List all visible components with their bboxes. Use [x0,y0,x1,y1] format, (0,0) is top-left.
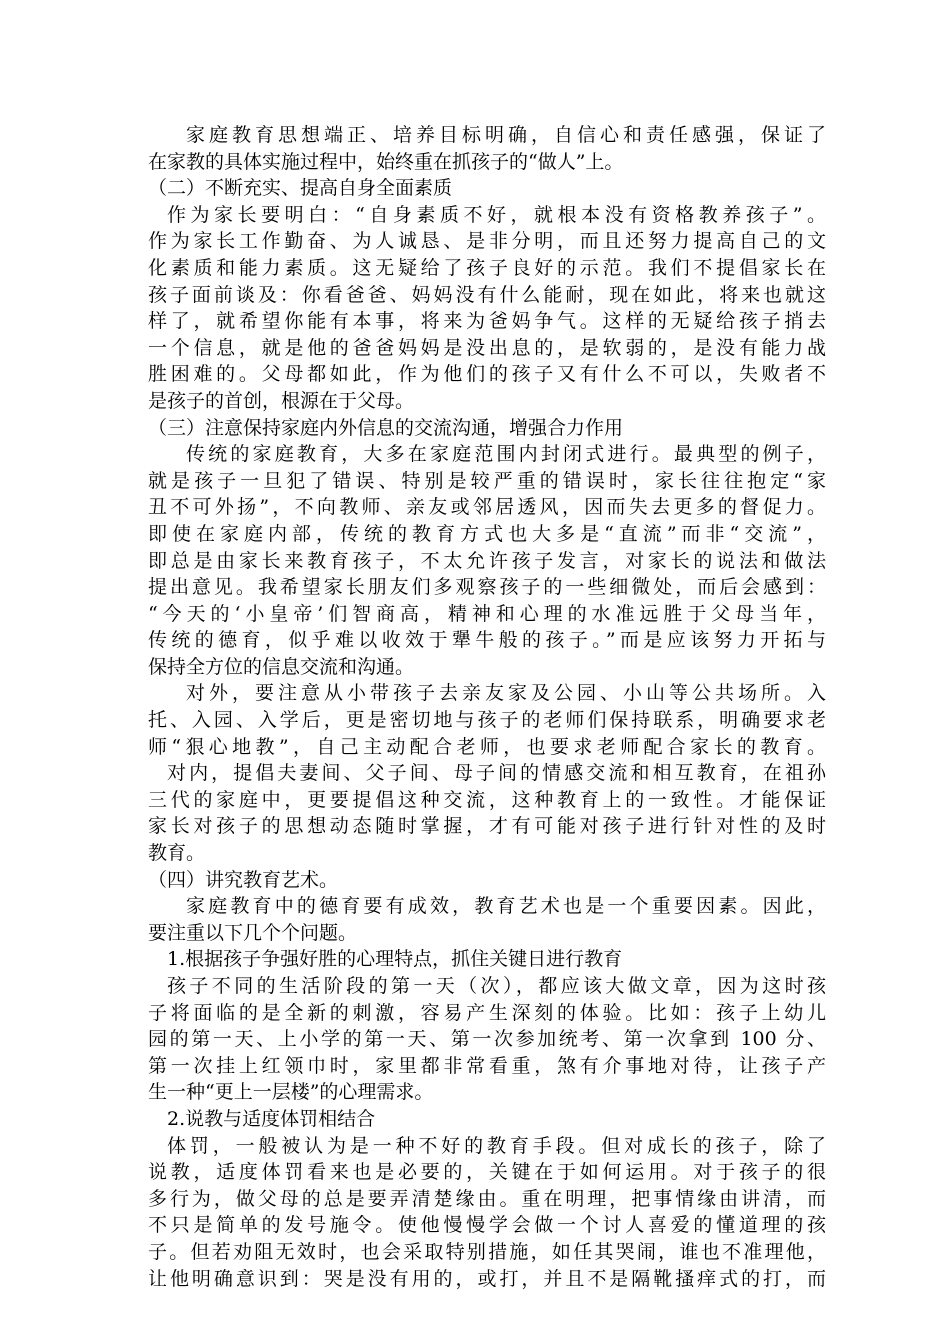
text-line: 孩子不同的生活阶段的第一天（次），都应该大做文章，因为这时孩 [167,975,826,997]
text-line: 子。但若劝阻无效时，也会采取特别措施，如任其哭闹，谁也不准理他， [148,1240,826,1263]
text-line: 对外，要注意从小带孩子去亲友家及公园、小山等公共场所。入 [186,682,826,705]
text-line: 让他明确意识到：哭是没有用的，或打，并且不是隔靴搔痒式的打，而 [148,1267,826,1290]
text-line: 生一种“更上一层楼”的心理需求。 [148,1081,434,1104]
text-line: （二）不断充实、提高自身全面素质 [148,177,453,200]
text-line: 就是孩子一旦犯了错误、特别是较严重的错误时，家长往往抱定“家 [148,469,826,492]
text-line: 传统的德育，似乎难以收效于犟牛般的孩子。”而是应该努力开拓与 [148,629,826,652]
text-line: 园的第一天、上小学的第一天、第一次参加统考、第一次拿到 100 分、 [148,1028,826,1051]
text-line: 要注重以下几个个问题。 [148,921,358,944]
text-line: 说教，适度体罚看来也是必要的，关键在于如何运用。对于孩子的很 [148,1161,826,1184]
text-line: 保持全方位的信息交流和沟通。 [148,655,415,678]
text-line: 体罚，一般被认为是一种不好的教育手段。但对成长的孩子，除了 [167,1134,826,1157]
text-line: 1.根据孩子争强好胜的心理特点，抓住关键日进行教育 [167,948,623,971]
text-line: 师“狠心地教”，自己主动配合老师，也要求老师配合家长的教育。 [148,735,826,758]
text-line: 孩子面前谈及：你看爸爸、妈妈没有什么能耐，现在如此，将来也就这 [148,283,826,306]
text-line: 是孩子的首创，根源在于父母。 [148,389,415,412]
text-line: 胜困难的。父母都如此，作为他们的孩子又有什么不可以，失败者不 [148,363,826,386]
text-line: 托、入园、入学后，更是密切地与孩子的老师们保持联系，明确要求老 [148,709,826,732]
text-line: 即使在家庭内部，传统的教育方式也大多是“直流”而非“交流”， [148,522,826,545]
text-line: 2.说教与适度体罚相结合 [167,1107,376,1130]
text-line: “今天的‘小皇帝’们智商高，精神和心理的水准远胜于父母当年， [148,602,826,625]
text-line: （四）讲究教育艺术。 [148,868,339,891]
text-line: 不只是简单的发号施令。使他慢慢学会做一个讨人喜爱的懂道理的孩 [148,1214,826,1237]
text-line: 家庭教育中的德育要有成效，教育艺术也是一个重要因素。因此， [186,895,826,918]
text-line: 丑不可外扬”，不向教师、亲友或邻居透风，因而失去更多的督促力。 [148,496,826,519]
text-line: 对内，提倡夫妻间、父子间、母子间的情感交流和相互教育，在祖孙 [167,762,826,785]
text-line: 作为家长工作勤奋、为人诚恳、是非分明，而且还努力提高自己的文 [148,230,826,253]
text-line: 多行为，做父母的总是要弄清楚缘由。重在明理，把事情缘由讲清，而 [148,1187,826,1210]
text-line: 家庭教育思想端正、培养目标明确，自信心和责任感强，保证了 [186,124,826,146]
text-line: 传统的家庭教育，大多在家庭范围内封闭式进行。最典型的例子， [186,443,826,466]
text-line: 即总是由家长来教育孩子，不太允许孩子发言，对家长的说法和做法 [148,549,826,572]
text-line: 教育。 [148,842,206,865]
text-line: 一个信息，就是他的爸爸妈妈是没出息的，是软弱的，是没有能力战 [148,336,826,359]
text-line: 化素质和能力素质。这无疑给了孩子良好的示范。我们不提倡家长在 [148,256,826,279]
text-line: 三代的家庭中，更要提倡这种交流，这种教育上的一致性。才能保证 [148,788,826,811]
text-line: 家长对孩子的思想动态随时掌握，才有可能对孩子进行针对性的及时 [148,815,826,838]
text-line: 在家教的具体实施过程中，始终重在抓孩子的“做人”上。 [148,150,624,173]
text-line: 提出意见。我希望家长朋友们多观察孩子的一些细微处，而后会感到： [148,576,826,599]
text-line: 子将面临的是全新的刺激，容易产生深刻的体验。比如：孩子上幼儿 [148,1001,826,1024]
text-line: 第一次挂上红领巾时，家里都非常看重，煞有介事地对待，让孩子产 [148,1054,826,1077]
text-line: 样了，就希望你能有本事，将来为爸妈争气。这样的无疑给孩子捎去 [148,310,826,333]
text-line: （三）注意保持家庭内外信息的交流沟通，增强合力作用 [148,416,624,439]
text-line: 作为家长要明白：“自身素质不好，就根本没有资格教养孩子”。 [167,203,826,226]
document-body [148,122,826,1292]
